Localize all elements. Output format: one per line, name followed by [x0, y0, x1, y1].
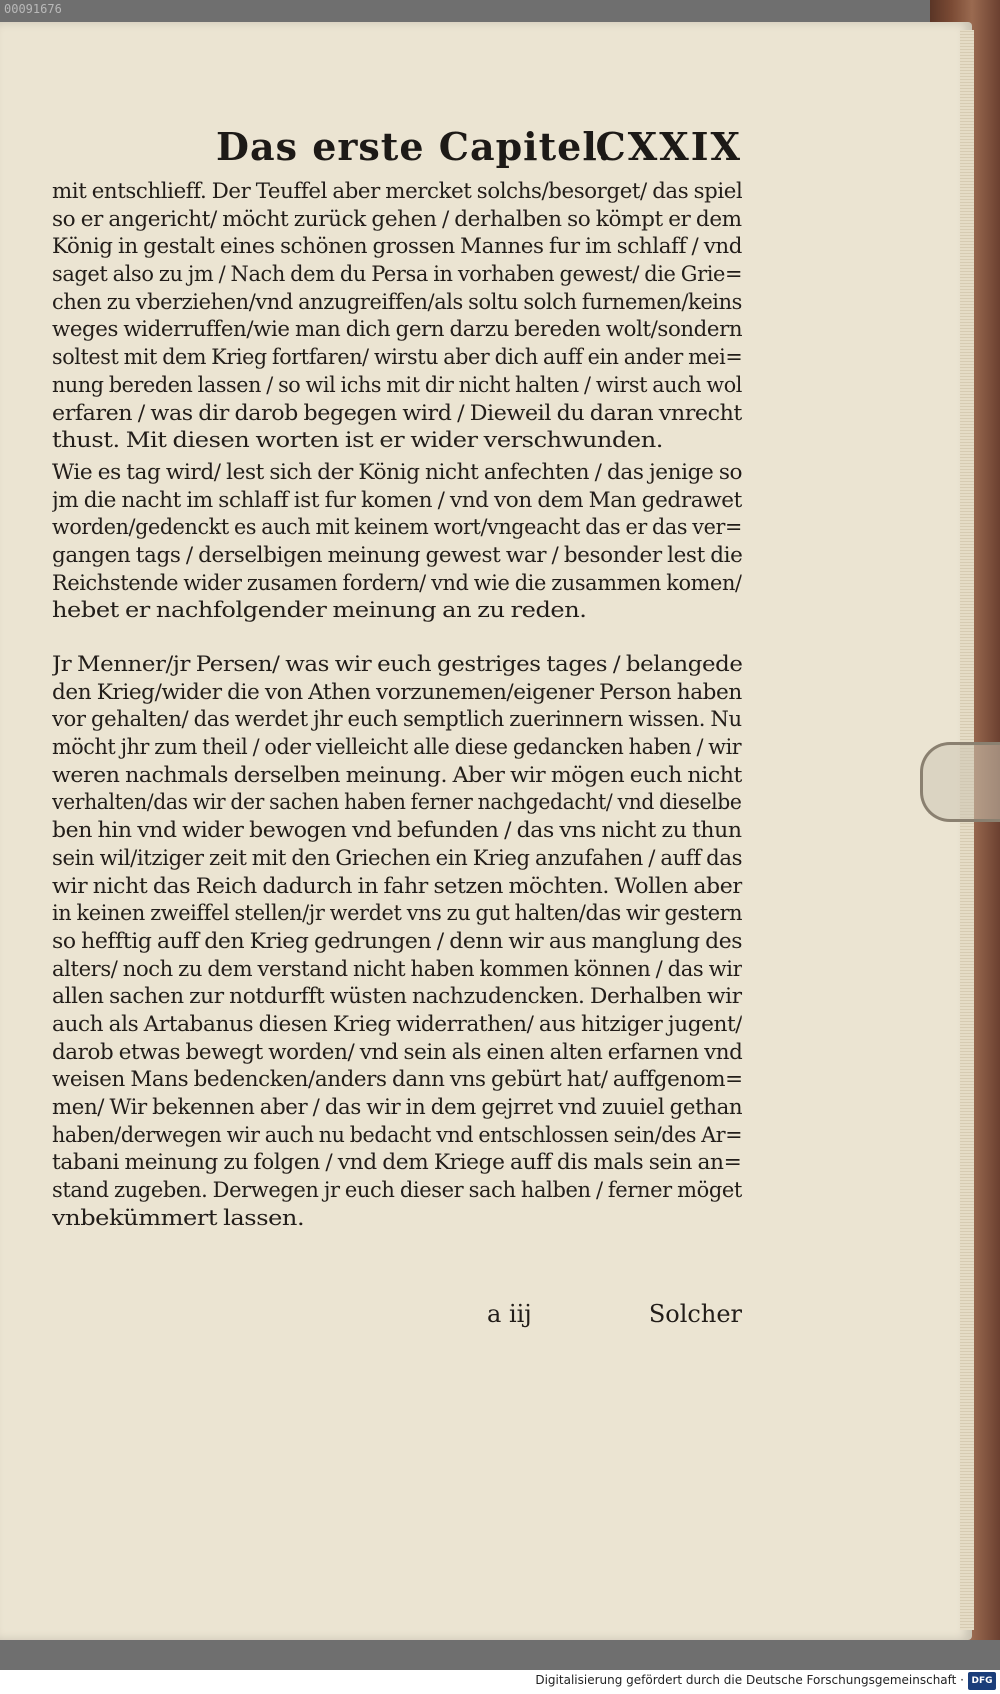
text-line: worden/gedenckt es auch mit keinem wort/vngeacht das er das ver= — [52, 515, 742, 541]
text-line: tabani meinung zu folgen / vnd dem Kriege auff dis mals sein an= — [52, 1150, 742, 1176]
catchword: Solcher — [648, 1300, 742, 1328]
paragraph — [52, 651, 742, 1232]
text-line: Wie es tag wird/ lest sich der König nicht anfechten / das jenige so — [52, 459, 742, 485]
text-line: so hefftig auff den Krieg gedrungen / denn wir aus manglung des — [52, 928, 742, 954]
signature-mark: a iij — [487, 1300, 532, 1328]
body-text — [52, 178, 742, 1232]
text-line: wir nicht das Reich dadurch in fahr setzen möchten. Wollen aber — [52, 873, 743, 899]
text-line: saget also zu jm / Nach dem du Persa in vorhaben gewest/ die Grie= — [52, 262, 743, 288]
text-line: vor gehalten/ das werdet jhr euch semptlich zuerinnern wissen. Nu — [52, 707, 742, 733]
text-line: sein wil/itziger zeit mit den Griechen ein Krieg anzufahen / auff das — [52, 845, 743, 871]
text-line: vnbekümmert lassen. — [52, 1205, 304, 1231]
text-line: Reichstende wider zusamen fordern/ vnd wie die zusammen komen/ — [52, 570, 742, 596]
text-line: hebet er nachfolgender meinung an zu reden. — [52, 598, 587, 624]
text-line: nung bereden lassen / so wil ichs mit dir nicht halten / wirst auch wol — [52, 372, 742, 398]
text-line: erfaren / was dir darob begegen wird / Dieweil du daran vnrecht — [52, 400, 742, 426]
text-line: allen sachen zur notdurfft wüsten nachzudencken. Derhalben wir — [52, 984, 742, 1010]
text-line: chen zu vberziehen/vnd anzugreiffen/als soltu solch furnemen/keins — [52, 289, 743, 315]
text-line: mit entschlieff. Der Teuffel aber mercket solchs/besorget/ das spiel — [52, 179, 743, 204]
text-line: auch als Artabanus diesen Krieg widerrathen/ aus hitziger jugent/ — [52, 1011, 742, 1037]
text-line: König in gestalt eines schönen grossen Mannes fur im schlaff / vnd — [52, 234, 742, 260]
scan-id-label: 00091676 — [4, 2, 62, 16]
text-line: weren nachmals derselben meinung. Aber wir mögen euch nicht — [52, 762, 742, 788]
text-line: Jr Menner/jr Persen/ was wir euch gestriges tages / belangede — [52, 652, 743, 677]
text-line: möcht jhr zum theil / oder vielleicht alle diese gedancken haben / wir — [52, 735, 742, 761]
text-line: verhalten/das wir der sachen haben ferner nachgedacht/ vnd dieselbe — [52, 790, 742, 816]
book-clasp — [920, 742, 1000, 822]
text-line: ben hin vnd wider bewogen vnd befunden / das vns nicht zu thun — [52, 818, 742, 844]
paragraph — [52, 178, 742, 455]
text-line: den Krieg/wider die von Athen vorzunemen/eigener Person haben — [52, 679, 742, 705]
paragraph — [52, 459, 742, 625]
paragraph-gap — [52, 625, 742, 651]
dfg-logo: DFG — [968, 1672, 996, 1690]
text-line: jm die nacht im schlaff ist fur komen / vnd von dem Man gedrawet — [52, 487, 742, 513]
text-line: weges widerruffen/wie man dich gern darzu bereden wolt/sondern — [52, 317, 743, 343]
digitization-footer — [0, 1670, 1000, 1694]
running-title: Das erste Capitel. — [216, 124, 613, 169]
text-line: gangen tags / derselbigen meinung gewest war / besonder lest die — [52, 542, 742, 568]
page-header — [216, 124, 742, 174]
text-line: alters/ noch zu dem verstand nicht haben kommen können / das wir — [52, 956, 742, 982]
text-line: stand zugeben. Derwegen jr euch dieser sach halben / ferner möget — [52, 1178, 742, 1204]
text-line: so er angericht/ möcht zurück gehen / derhalben so kömpt er dem — [52, 206, 742, 232]
page-edges — [960, 30, 974, 1630]
text-line: in keinen zweiffel stellen/jr werdet vns zu gut halten/das wir gestern — [52, 901, 743, 927]
text-line: weisen Mans bedencken/anders dann vns gebürt hat/ auffgenom= — [52, 1067, 743, 1093]
text-line: soltest mit dem Krieg fortfaren/ wirstu aber dich auff ein ander mei= — [52, 345, 742, 371]
text-line: darob etwas bewegt worden/ vnd sein als einen alten erfarnen vnd — [52, 1039, 743, 1065]
text-line: haben/derwegen wir auch nu bedacht vnd entschlossen sein/des Ar= — [52, 1122, 742, 1148]
page-footer — [52, 1300, 742, 1332]
text-line: men/ Wir bekennen aber / das wir in dem gejrret vnd zuuiel gethan — [52, 1095, 743, 1120]
text-line: thust. Mit diesen worten ist er wider verschwunden. — [52, 428, 664, 454]
funding-credit: Digitalisierung gefördert durch die Deutsche Forschungsgemeinschaft · — [535, 1673, 964, 1687]
folio-number: CXXIX — [595, 124, 742, 169]
